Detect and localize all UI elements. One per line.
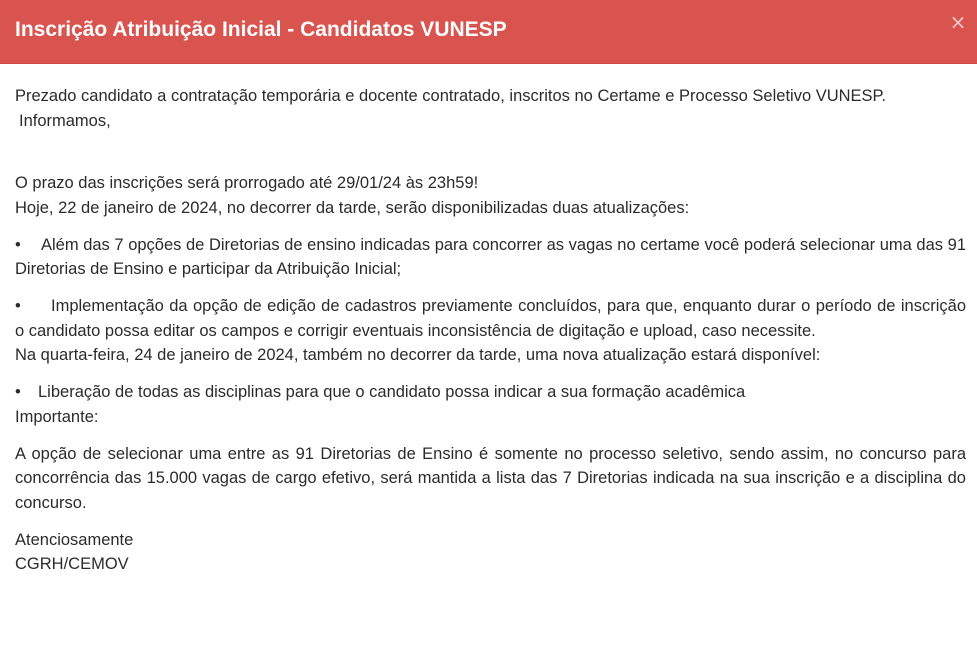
closing-text: Atenciosamente — [15, 530, 134, 549]
bullet-text: Implementação da opção de edição de cadastros previamente concluídos, para que, enquanto durar o período de inscrição o candidato possa editar os campos e corrigir eventuais inconsistência de digitação e upload, caso necessite. — [15, 297, 966, 340]
bullet-text: Liberação de todas as disciplinas para que o candidato possa indicar a sua formação acadêmica — [38, 383, 746, 401]
close-icon[interactable]: × — [949, 10, 967, 34]
important-label: Importante: — [15, 407, 99, 426]
list-item — [15, 233, 966, 282]
today-updates-text: Hoje, 22 de janeiro de 2024, no decorrer da tarde, serão disponibilizadas duas atualizações: — [15, 198, 690, 217]
important-text: A opção de selecionar uma entre as 91 Diretorias de Ensino é somente no processo seletivo, sendo assim, no concurso para concorrência das 15.000 vagas de cargo efetivo, será mantida a lista das 7 Diretorias indicada na sua inscrição e a disciplina do concurso. — [15, 444, 966, 512]
bullet-dot: • — [15, 297, 21, 315]
wednesday-update-text: Na quarta-feira, 24 de janeiro de 2024, também no decorrer da tarde, uma nova atualização estará disponível: — [15, 346, 821, 364]
modal-header — [0, 0, 977, 64]
list-item — [15, 294, 966, 343]
list-item — [15, 380, 966, 405]
deadline-text: O prazo das inscrições será prorrogado até 29/01/24 às 23h59! — [15, 174, 479, 192]
bullet-text: Além das 7 opções de Diretorias de ensino indicadas para concorrer as vagas no certame você poderá selecionar uma das 91 Diretorias de Ensino e participar da Atribuição Inicial; — [15, 235, 966, 278]
bullet-dot: • — [15, 383, 21, 401]
bullet-dot: • — [15, 235, 21, 254]
modal-title: Inscrição Atribuição Inicial - Candidatos VUNESP — [15, 18, 507, 41]
signature-text: CGRH/CEMOV — [15, 555, 129, 573]
modal-body — [15, 84, 966, 577]
informamos-text: Informamos, — [19, 111, 111, 130]
greeting-text: Prezado candidato a contratação temporária e docente contratado, inscritos no Certame e Processo Seletivo VUNESP. — [15, 87, 887, 105]
